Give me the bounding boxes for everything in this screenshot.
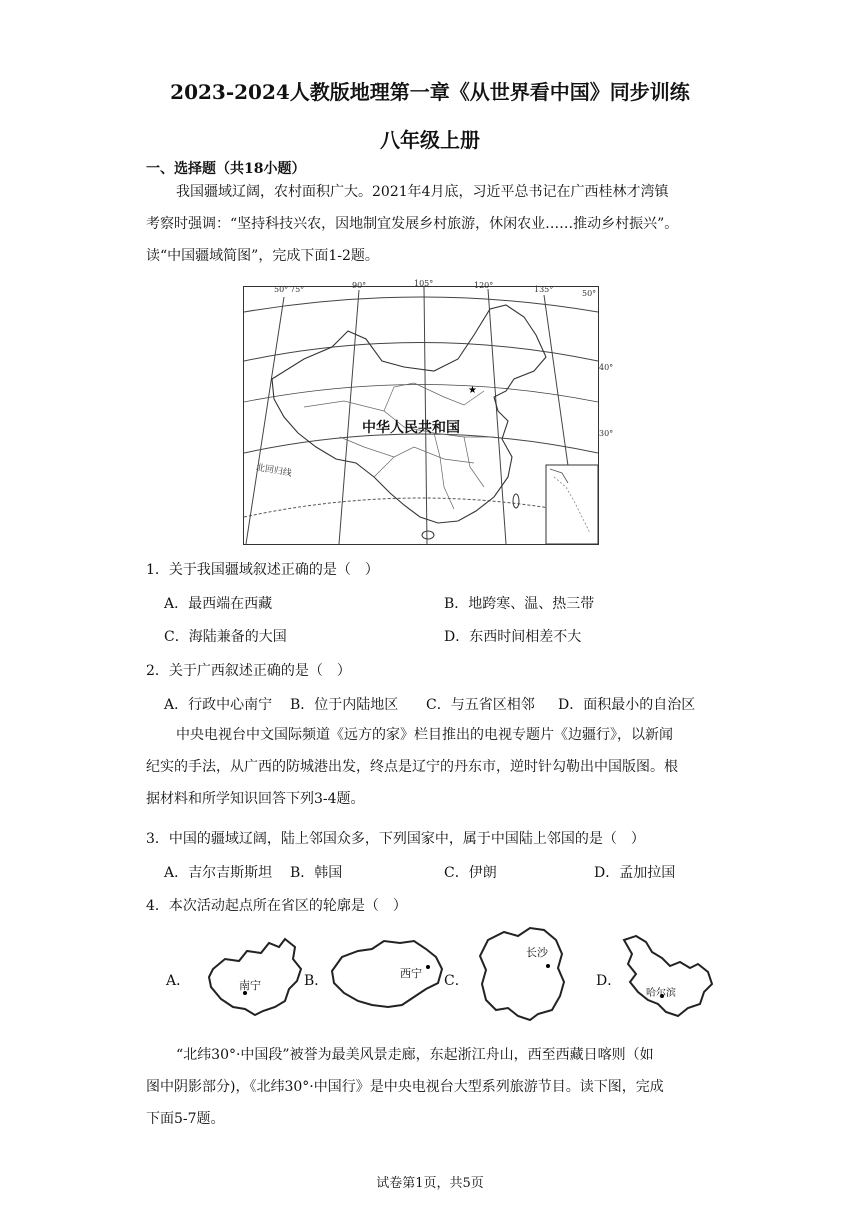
nanning-label: 南宁 [239, 979, 261, 992]
taiwan-island [513, 494, 519, 508]
intro-1-line-2: 考察时强调：“坚持科技兴农，因地制宜发展乡村旅游，休闲农业……推动乡村振兴”。 [146, 216, 679, 232]
intro-2-line-1: 中央电视台中文国际频道《远方的家》栏目推出的电视专题片《边疆行》，以新闻 [176, 727, 673, 743]
meridian-105 [424, 287, 427, 544]
meridian-90 [339, 290, 359, 544]
guangxi-outline-figure [205, 935, 305, 1020]
qinghai-outline-figure [328, 935, 446, 1015]
china-territory-map [243, 279, 614, 545]
intro-paragraph-1 [146, 176, 722, 272]
intro-2-line-2: 纪实的手法，从广西的防城港出发，终点是辽宁的丹东市，逆时针勾勒出中国版图。根 [146, 759, 678, 775]
q3-option-c[interactable]: C．伊朗 [444, 865, 497, 881]
intro-2-line-3: 据材料和所学知识回答下列3-4题。 [146, 791, 365, 807]
lon-label-50-right: 50° [582, 289, 597, 298]
map-tropic-label: 北回归线 [255, 462, 293, 480]
page-subtitle: 八年级上册 [380, 128, 480, 152]
china-outline [272, 305, 546, 523]
hainan-island [422, 531, 434, 539]
south-china-sea-inset [546, 465, 598, 544]
question-1-stem: 1．关于我国疆域叙述正确的是（ ） [146, 562, 379, 578]
intro-3-line-2: 图中阴影部分)，《北纬30°·中国行》是中央电视台大型系列旅游节目。读下图，完成 [146, 1079, 664, 1095]
hunan-outline-figure [474, 924, 574, 1024]
intro-paragraph-3 [146, 1039, 722, 1135]
q4-option-b[interactable]: B． [304, 973, 329, 989]
xining-label: 西宁 [400, 967, 422, 980]
parallel-40 [244, 385, 598, 403]
map-country-label: 中华人民共和国 [362, 420, 460, 436]
q2-option-c[interactable]: C．与五省区相邻 [426, 697, 535, 713]
q1-option-d[interactable]: D．东西时间相差不大 [444, 629, 582, 645]
q4-option-c[interactable]: C． [444, 973, 469, 989]
section-heading: 一、选择题（共18小题） [146, 161, 306, 177]
intro-1-line-1: 我国疆域辽阔，农村面积广大。2021年4月底，习近平总书记在广西桂林才湾镇 [176, 184, 669, 200]
q4-option-d[interactable]: D． [596, 973, 622, 989]
q2-option-a[interactable]: A．行政中心南宁 [164, 697, 273, 713]
intro-1-line-3: 读“中国疆域简图”，完成下面1-2题。 [146, 248, 379, 264]
page-title: 2023-2024人教版地理第一章《从世界看中国》同步训练 [170, 80, 690, 104]
changsha-label: 长沙 [526, 946, 548, 959]
question-2-stem: 2．关于广西叙述正确的是（ ） [146, 663, 351, 679]
q1-option-a[interactable]: A．最西端在西藏 [164, 596, 273, 612]
heilongjiang-outline-figure [618, 932, 718, 1022]
lon-label-75: 75° [290, 285, 305, 294]
province-lines [304, 383, 494, 509]
lon-label-50: 50° [274, 285, 289, 294]
question-3-stem: 3．中国的疆域辽阔，陆上邻国众多，下列国家中，属于中国陆上邻国的是（ ） [146, 831, 645, 847]
question-4-stem: 4．本次活动起点所在省区的轮廓是（ ） [146, 898, 407, 914]
intro-paragraph-2 [146, 719, 722, 815]
lat-label-30: 30° [599, 429, 614, 438]
harbin-label: 哈尔滨 [646, 988, 676, 999]
intro-3-line-1: “北纬30°·中国段”被誉为最美风景走廊，东起浙江舟山，西至西藏日喀则（如 [176, 1047, 654, 1063]
q1-option-c[interactable]: C．海陆兼备的大国 [164, 629, 287, 645]
lon-label-135: 135° [534, 285, 554, 294]
q3-option-d[interactable]: D．孟加拉国 [594, 865, 676, 881]
q3-option-a[interactable]: A．吉尔吉斯斯坦 [164, 865, 273, 881]
tropic-of-cancer [244, 498, 598, 517]
q2-option-d[interactable]: D．面积最小的自治区 [558, 697, 696, 713]
lat-label-40: 40° [599, 363, 614, 372]
q4-option-a[interactable]: A． [166, 973, 191, 989]
q2-option-b[interactable]: B．位于内陆地区 [290, 697, 399, 713]
intro-3-line-3: 下面5-7题。 [146, 1111, 225, 1127]
beijing-star-icon: ★ [468, 385, 477, 396]
lon-label-90: 90° [352, 281, 367, 290]
q1-option-b[interactable]: B．地跨寒、温、热三带 [444, 596, 595, 612]
q3-option-b[interactable]: B．韩国 [290, 865, 343, 881]
lon-label-105: 105° [414, 279, 434, 288]
page-footer: 试卷第1页，共5页 [376, 1176, 484, 1191]
meridian-75 [246, 297, 284, 544]
lon-label-120: 120° [474, 281, 494, 290]
map-svg [244, 287, 598, 544]
